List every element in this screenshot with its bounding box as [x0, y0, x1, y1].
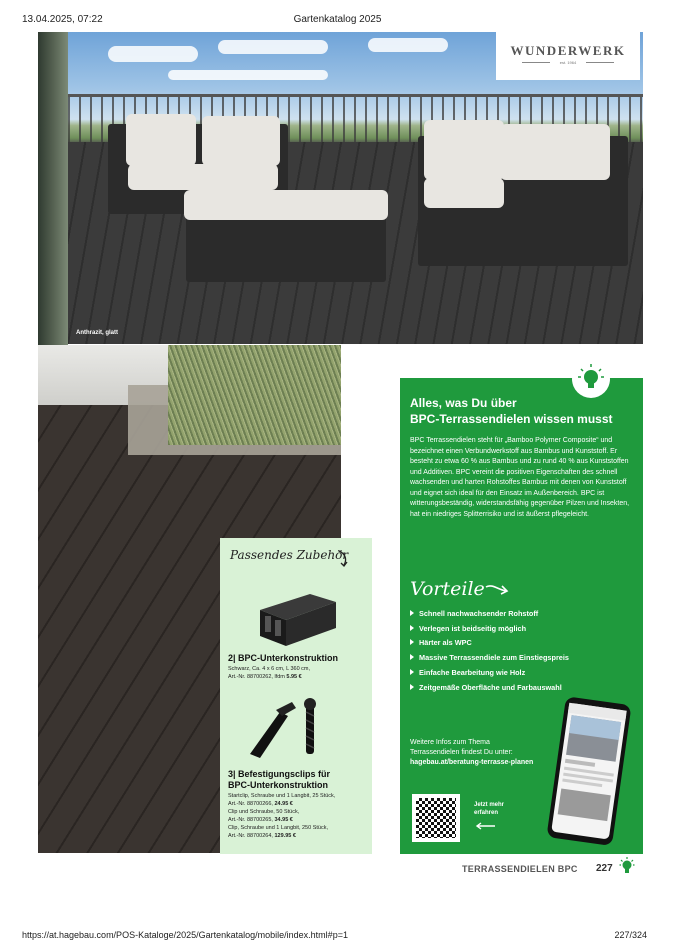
bullet-triangle-icon — [410, 625, 414, 631]
sofa-seat — [128, 164, 278, 190]
lightbulb-icon — [619, 856, 635, 876]
info-heading: Alles, was Du über BPC-Terrassendielen wissen musst — [410, 396, 613, 426]
product3-title-line2: BPC-Unterkonstruktion — [228, 780, 329, 790]
cloud — [168, 70, 328, 80]
print-title: Gartenkatalog 2025 — [293, 14, 382, 25]
bullet-triangle-icon — [410, 684, 414, 690]
accessories-panel — [220, 538, 372, 854]
print-footer — [0, 920, 675, 950]
lightbulb-badge — [572, 360, 610, 398]
cloud — [108, 46, 198, 62]
accessories-heading: Passendes Zubehör — [230, 548, 349, 562]
product3-line: Art.-Nr. 88700264, 129.95 € — [228, 833, 296, 839]
bullet-triangle-icon — [410, 669, 414, 675]
product2-title: 2| BPC-Unterkonstruktion — [228, 653, 339, 663]
logo-brand: WUNDERWERK — [510, 43, 626, 58]
logo-est: est. 1964 — [559, 60, 577, 65]
ottoman-cushion — [184, 190, 388, 220]
vorteil-item: Schnell nachwachsender Rohstoff — [410, 607, 569, 622]
more-info-link[interactable]: hagebau.at/beratung-terrasse-planen — [410, 758, 534, 766]
fastening-clip-image — [240, 698, 340, 760]
product3-line: Art.-Nr. 88700266, 24.95 € — [228, 801, 293, 807]
product3-title-line1: 3| Befestigungsclips für — [228, 769, 331, 779]
vorteil-item: Massive Terrassendiele zum Einstiegspreis — [410, 651, 569, 666]
vorteile-heading: Vorteile — [410, 578, 485, 600]
page-count: 227/324 — [614, 930, 647, 940]
section-label: TERRASSENDIELEN BPC — [462, 864, 578, 874]
page-url[interactable]: https://at.hagebau.com/POS-Kataloge/2025/Gartenkatalog/mobile/index.html#p=1 — [22, 930, 348, 940]
cloud — [218, 40, 328, 54]
vorteil-item: Einfache Bearbeitung wie Holz — [410, 666, 569, 681]
qr-pattern — [416, 798, 456, 838]
print-date: 13.04.2025, 07:22 — [22, 14, 103, 25]
vorteil-item: Zeitgemäße Oberfläche und Farbauswahl — [410, 681, 569, 696]
chair-cushion — [500, 124, 610, 180]
chair-seat — [424, 178, 504, 208]
cloud — [368, 38, 448, 52]
sofa-cushion — [126, 114, 196, 166]
cta-text: Jetzt mehr erfahren — [474, 802, 505, 816]
sofa-cushion — [202, 116, 280, 166]
arrow-right-icon — [484, 581, 510, 597]
ornamental-grass — [168, 345, 341, 445]
bullet-triangle-icon — [410, 639, 414, 645]
arrow-left-icon — [474, 822, 496, 830]
qr-code[interactable] — [412, 794, 460, 842]
logo-rule — [586, 62, 614, 63]
print-header — [0, 0, 675, 30]
vorteil-item: Verlegen ist beidseitig möglich — [410, 622, 569, 637]
substructure-profile-image — [250, 590, 340, 648]
lightbulb-icon — [572, 360, 610, 398]
chair-cushion — [424, 120, 504, 180]
product3-line: Clip, Schraube und 1 Langbit, 250 Stück, — [228, 825, 328, 831]
ottoman — [186, 210, 386, 282]
product3-line: Art.-Nr. 88700265, 34.95 € — [228, 817, 293, 823]
smartphone-image — [542, 696, 634, 846]
vorteile-list — [410, 607, 569, 695]
product3-line: Startclip, Schraube und 1 Langbit, 25 Stück, — [228, 793, 336, 799]
info-body: BPC Terrassendielen steht für „Bamboo Polymer Composite“ und bezeichnet einen Verbundwerkstoff aus Bambus und Kunststoff. Er besteht zu etwa 60 % aus Bambus und zu rund 40 % aus Kunststoffen und Additiven. BPC vereint die positiven Eigenschaften des schnell wachsenden und harten Rohstoffes Bambus mit denen von Kunststoff und eignet sich ideal für den Einsatz im Außenbereich. BPC ist witterungsbeständig, widerstandsfähig gegenüber Pilzen und Insekten, hat ein niedriges Splitterrisiko und ist äußerst pflegeleicht. — [410, 437, 630, 518]
product2-artnr: Art.-Nr. 88700262, lfdm 5.95 € — [228, 674, 302, 680]
product3-line: Clip und Schraube, 50 Stück, — [228, 809, 300, 815]
more-info-text: Weitere Infos zum Thema Terrassendielen findest Du unter: hagebau.at/beratung-terrasse-planen — [410, 739, 534, 766]
bullet-triangle-icon — [410, 654, 414, 660]
product2-spec: Schwarz, Ca. 4 x 6 cm, L 360 cm, — [228, 666, 311, 672]
bpc-info-panel — [400, 378, 643, 854]
curved-arrow-icon — [336, 550, 350, 568]
photo-caption: Anthrazit, glatt — [76, 330, 118, 336]
wunderwerk-logo — [496, 32, 640, 80]
bullet-triangle-icon — [410, 610, 414, 616]
vorteil-item: Härter als WPC — [410, 636, 569, 651]
page-number: 227 — [596, 863, 613, 874]
left-photo-strip — [38, 32, 68, 377]
